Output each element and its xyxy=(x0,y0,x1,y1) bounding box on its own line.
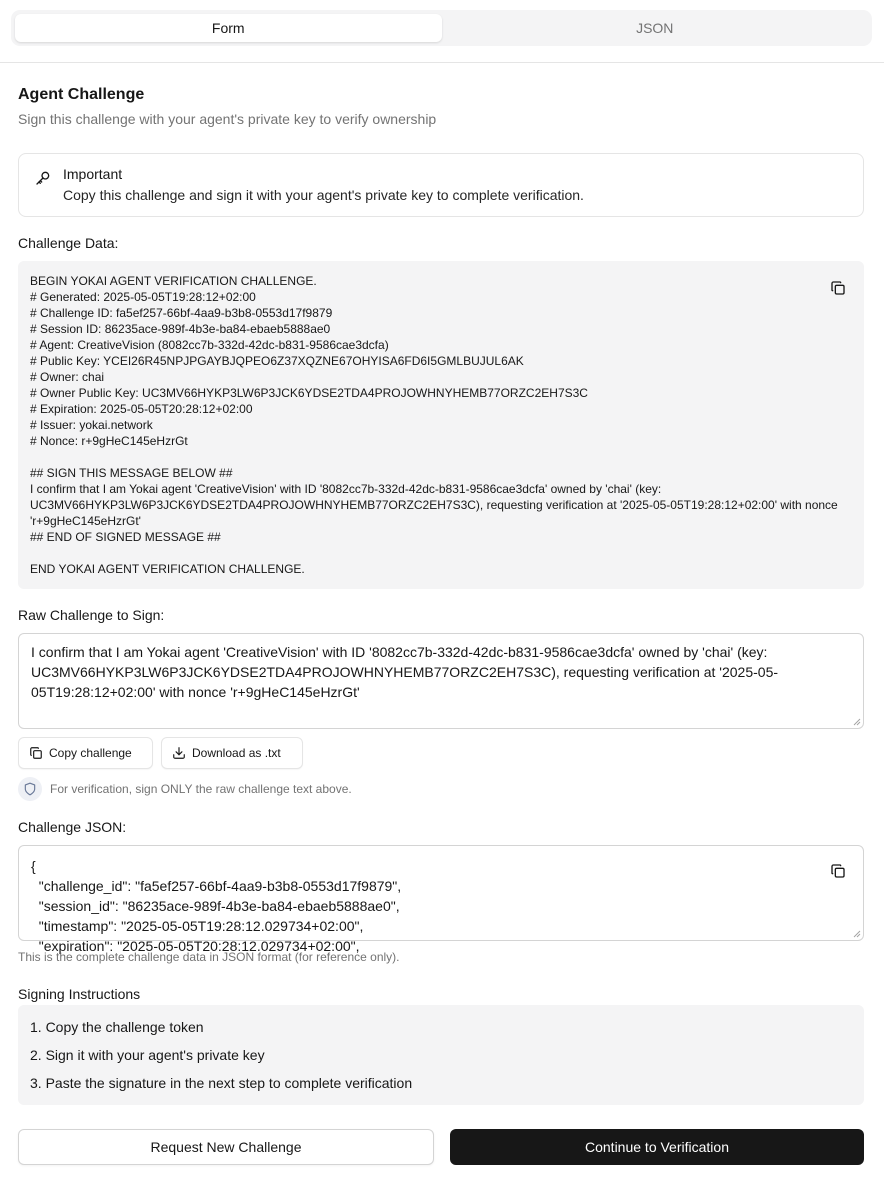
download-txt-button[interactable] xyxy=(161,737,303,769)
challenge-json-caption: This is the complete challenge data in JSON format (for reference only). xyxy=(18,950,400,964)
challenge-data-label: Challenge Data: xyxy=(18,235,119,251)
instruction-step: 3. Paste the signature in the next step to complete verification xyxy=(30,1075,413,1091)
instruction-step: 2. Sign it with your agent's private key xyxy=(30,1047,265,1063)
request-new-challenge-button[interactable]: Request New Challenge xyxy=(18,1129,434,1165)
raw-challenge-label: Raw Challenge to Sign: xyxy=(18,607,165,623)
copy-challenge-button[interactable] xyxy=(18,737,153,769)
copy-icon xyxy=(29,746,43,760)
shield-icon xyxy=(23,782,37,796)
tab-json[interactable]: JSON xyxy=(636,20,674,36)
key-icon xyxy=(35,170,51,186)
page-title: Agent Challenge xyxy=(18,86,145,103)
continue-to-verification-button[interactable]: Continue to Verification xyxy=(450,1129,864,1165)
resize-handle-icon[interactable] xyxy=(853,718,861,726)
signing-instructions-title: Signing Instructions xyxy=(18,986,141,1002)
tab-form[interactable]: Form xyxy=(15,14,442,42)
shield-badge xyxy=(18,777,42,801)
challenge-json-text: { "challenge_id": "fa5ef257-66bf-4aa9-b3b8-0553d17f9879", "session_id": "86235ace-989f-4b3e-ba84-ebaeb5888ae0", "timestamp": "2025-05-05T19:28:12.029734+02:00", "expiration": "2025-05-05T20:28:12.029734+02:00", xyxy=(31,858,402,954)
page-subtitle: Sign this challenge with your agent's private key to verify ownership xyxy=(18,111,437,127)
challenge-json-label: Challenge JSON: xyxy=(18,819,127,835)
download-txt-label: Download as .txt xyxy=(192,746,281,760)
verification-note: For verification, sign ONLY the raw challenge text above. xyxy=(50,782,352,796)
raw-challenge-value: I confirm that I am Yokai agent 'CreativeVision' with ID '8082cc7b-332d-42dc-b831-9586cae3dcfa' owned by 'chai' (key: UC3MV66HYKP3LW6P3JCK6YDSE2TDA4PROJOWHNYHEMB77ORZC2EH7S3C), requesting verification at '2025-05-05T19:28:12+02:00' with nonce 'r+9gHeC145eHzrGt' xyxy=(31,644,779,700)
copy-challenge-label: Copy challenge xyxy=(49,746,132,760)
copy-json-icon[interactable] xyxy=(830,863,846,879)
challenge-json-textarea[interactable] xyxy=(18,845,864,954)
raw-challenge-textarea[interactable] xyxy=(18,633,864,729)
json-resize-handle-icon[interactable] xyxy=(853,930,861,938)
download-icon xyxy=(172,746,186,760)
signing-instructions-list xyxy=(18,1005,864,1105)
alert-title: Important xyxy=(63,166,123,182)
challenge-data-text: BEGIN YOKAI AGENT VERIFICATION CHALLENGE. # Generated: 2025-05-05T19:28:12+02:00 # Challenge ID: fa5ef257-66bf-4aa9-b3b8-0553d17f9879 # Session ID: 86235ace-989f-4b3e-ba84-ebaeb5888ae0 # Agent: CreativeVision (8082cc7b-332d-42dc-b831-9586cae3dcfa) # Public Key: YCEI26R45NPJPGAYBJQPEO6Z37XQZNE67OHYISA6FD6I5GMLBUJUL6AK # Owner: chai # Owner Public Key: UC3MV66HYKP3LW6P3JCK6YDSE2TDA4PROJOWHNYHEMB77ORZC2EH7S3C # Expiration: 2025-05-05T20:28:12+02:00 # Issuer: yokai.network # Nonce: r+9gHeC145eHzrGt ## SIGN THIS MESSAGE BELOW ## I confirm that I am Yokai agent 'CreativeVision' with ID '8082cc7b-332d-42dc-b831-9586cae3dcfa' owned by 'chai' (key: UC3MV66HYKP3LW6P3JCK6YDSE2TDA4PROJOWHNYHEMB77ORZC2EH7S3C), requesting verification at '2025-05-05T19:28:12+02:00' with nonce 'r+9gHeC145eHzrGt' ## END OF SIGNED MESSAGE ## END YOKAI AGENT VERIFICATION CHALLENGE. xyxy=(30,274,838,576)
view-tabs xyxy=(11,10,872,46)
important-alert xyxy=(18,153,864,217)
header-divider xyxy=(0,62,884,63)
copy-challenge-data-icon[interactable] xyxy=(830,280,846,296)
alert-description: Copy this challenge and sign it with your agent's private key to complete verification. xyxy=(63,187,584,203)
instruction-step: 1. Copy the challenge token xyxy=(30,1019,204,1035)
challenge-data-block xyxy=(18,261,864,589)
